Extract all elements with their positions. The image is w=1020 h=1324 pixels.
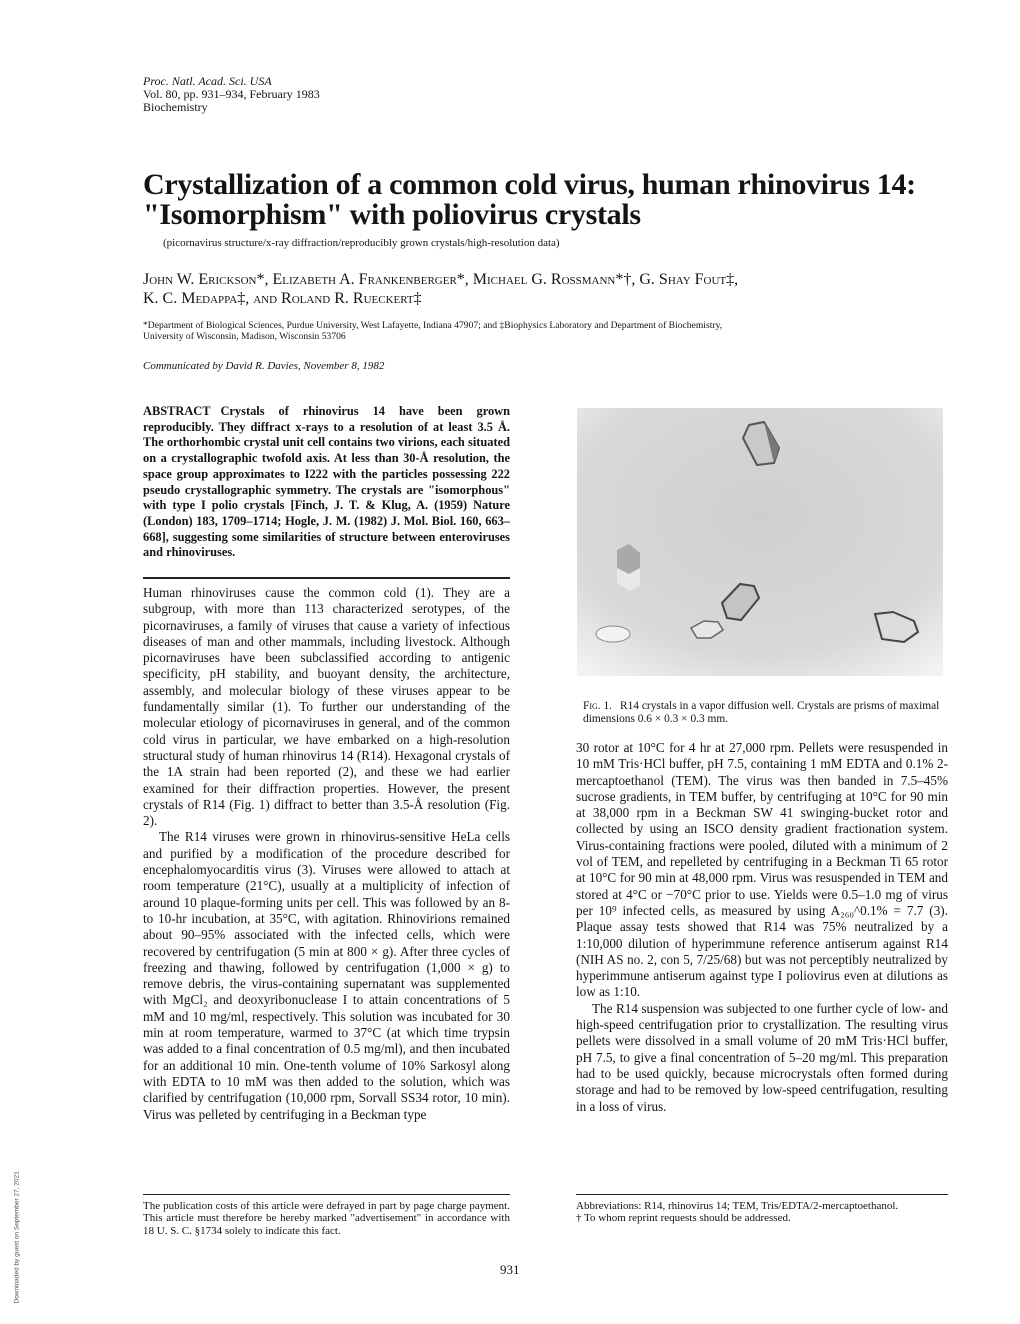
- journal-header: [143, 75, 320, 114]
- journal-name: Proc. Natl. Acad. Sci. USA: [143, 74, 272, 88]
- communicated-by: Communicated by David R. Davies, November 8, 1982: [143, 360, 385, 372]
- affiliation-line-2: University of Wisconsin, Madison, Wisconsin 53706: [143, 331, 346, 342]
- footnote-divider-left: [143, 1194, 510, 1195]
- intro-paragraph: Human rhinoviruses cause the common cold (1). They are a subgroup, with more than 113 characterized serotypes, of the picornaviruses, a family of viruses that cause a variety of infectious diseases of man and other mammals, including livestock. Although picornaviruses have been subclassified according to antigenic specificity, pH stability, and buoyant density, the architecture, assembly, and molecular biology of these viruses appear to be fundamentally similar (1). To further our understanding of the molecular etiology of picornaviruses in general, and of the common cold virus in particular, we have embarked on a high-resolution structural study of human rhinovirus 14 (R14). Hexagonal crystals of the 1A strain had been reported (2), and these we had earlier examined for their diffraction properties. However, the present crystals of R14 (Fig. 1) diffract to better than 3.5-Å resolution (Fig. 2).: [143, 585, 510, 829]
- affiliation-line-1: *Department of Biological Sciences, Purdue University, West Lafayette, Indiana 47907; and ‡Biophysics Laboratory and Department of Biochemistry,: [143, 320, 723, 331]
- footnote-divider-right: [576, 1194, 948, 1195]
- authors-line-1: John W. Erickson*, Elizabeth A. Frankenberger*, Michael G. Rossmann*†, G. Shay Fout‡,: [143, 271, 739, 288]
- figure-1-micrograph: [577, 408, 943, 676]
- right-column-body: [576, 740, 948, 1115]
- article-title: [143, 170, 943, 230]
- author-list: [143, 270, 943, 308]
- authors-line-2: K. C. Medappa‡, and Roland R. Rueckert‡: [143, 290, 422, 307]
- crystal: [617, 544, 640, 591]
- section-name: Biochemistry: [143, 100, 208, 114]
- publication-cost-footnote: The publication costs of this article were defrayed in part by page charge payment. This article must therefore be hereby marked "advertisement" in accordance with 18 U. S. C. §1734 solely to indicate this fact.: [143, 1200, 510, 1237]
- methods-paragraph: The R14 viruses were grown in rhinovirus-sensitive HeLa cells and purified by a modification of the procedure described for encephalomyocarditis virus (3). Viruses were allowed to attach at room temperature (21°C), usually at a multiplicity of infection of around 10 plaque-forming units per cell. This was followed by an 8- to 10-hr incubation, at 35°C, with agitation. Rhinovirions remained about 90–95% associated with the infected cells, which were recovered by centrifugation (5 min at 800 × g). After three cycles of freezing and thawing, followed by centrifugation (1,000 × g) to remove debris, the virus-containing supernatant was supplemented with MgCl₂ and deoxyribonuclease I to attain concentrations of 5 mM and 10 mg/ml, respectively. This solution was incubated for 30 min at room temperature, warmed to 37°C (at which time trypsin was added to a final concentration of 0.5 mg/ml), and then incubated for an additional 10 min. One-tenth volume of 10% Sarkosyl along with EDTA to 10 mM was then added to the solution, which was clarified by centrifugation (10,000 rpm, Sorvall SS34 rotor, 10 min). Virus was pelleted by centrifuging in a Beckman type: [143, 829, 510, 1122]
- abbreviations-footnote: Abbreviations: R14, rhinovirus 14; TEM, Tris/EDTA/2-mercaptoethanol.: [576, 1200, 899, 1212]
- volume-line: Vol. 80, pp. 931–934, February 1983: [143, 87, 320, 101]
- abstract-divider: [143, 577, 510, 579]
- reprint-footnote: † To whom reprint requests should be addressed.: [576, 1212, 791, 1225]
- affiliations: [143, 320, 933, 342]
- title-line-1: Crystallization of a common cold virus, human rhinovirus 14:: [143, 168, 916, 201]
- abstract-label: ABSTRACT: [143, 404, 211, 418]
- figure-label: Fig. 1.: [583, 700, 613, 712]
- crystal: [596, 626, 630, 642]
- download-watermark: Downloaded by guest on September 27, 2021: [13, 1171, 21, 1304]
- right-footnotes: [576, 1200, 948, 1225]
- purification-paragraph: 30 rotor at 10°C for 4 hr at 27,000 rpm. Pellets were resuspended in 10 mM Tris·HCl buffer, pH 7.5, containing 1 mM EDTA and 0.1% 2-mercaptoethanol (TEM). The virus was then banded in 7.5–45% sucrose gradients, in TEM buffer, by centrifuging at 10°C for 90 min at 38,000 rpm in a Beckman SW 41 swinging-bucket rotor and collected by using an ISCO density gradient fractionation system. Virus-containing fractions were pooled, diluted with a minimum of 2 vol of TEM, and repelleted by centrifuging in a Beckman Ti 65 rotor at 10°C for 90 min at 48,000 rpm. Virus was resuspended in TEM and stored at 4°C or −70°C prior to use. Yields were 0.5–1.0 mg of virus per 10⁹ infected cells, as measured by using A₂₆₀^0.1% = 7.7 (3). Plaque assay tests showed that R14 was 75% neutralized by a 1:10,000 dilution of hyperimmune reference antiserum against R14 (NIH AS no. 2, con 5, 7/25/68) but was not perceptibly neutralized by hyperimmune antiserum against type I poliovirus even at dilutions as low as 1:10.: [576, 740, 948, 1000]
- page-number: 931: [500, 1262, 520, 1277]
- left-column-body: [143, 585, 510, 1123]
- title-line-2: "Isomorphism" with poliovirus crystals: [143, 198, 641, 231]
- crystal-photo: [577, 408, 943, 676]
- figure-caption: [583, 700, 955, 726]
- crystallization-paragraph: The R14 suspension was subjected to one further cycle of low- and high-speed centrifugation prior to crystallization. The resulting virus pellets were dissolved in a small volume of 20 mM Tris·HCl buffer, pH 7.5, to give a final concentration of 5–20 mg/ml. This preparation had to be used quickly, because microcrystals often formed during storage and had to be removed by low-speed centrifugation, resulting in a loss of virus.: [576, 1000, 948, 1114]
- abstract-text: Crystals of rhinovirus 14 have been grown reproducibly. They diffract x-rays to a resolution of at least 3.5 Å. The orthorhombic crystal unit cell contains two virions, each situated on a crystallographic twofold axis. At less than 30-Å resolution, the space group approximates to I222 with the particles possessing 222 pseudo crystallographic symmetry. The crystals are "isomorphous" with type I polio crystals [Finch, J. T. & Klug, A. (1959) Nature (London) 183, 1709–1714; Hogle, J. M. (1982) J. Mol. Biol. 160, 663–668], suggesting some similarities of structure between enteroviruses and rhinoviruses.: [143, 404, 510, 560]
- keywords: (picornavirus structure/x-ray diffraction/reproducibly grown crystals/high-resolution data): [163, 237, 560, 249]
- caption-text: R14 crystals in a vapor diffusion well. Crystals are prisms of maximal dimensions 0.6 × 0.3 × 0.3 mm.: [583, 700, 940, 725]
- abstract: [143, 404, 510, 561]
